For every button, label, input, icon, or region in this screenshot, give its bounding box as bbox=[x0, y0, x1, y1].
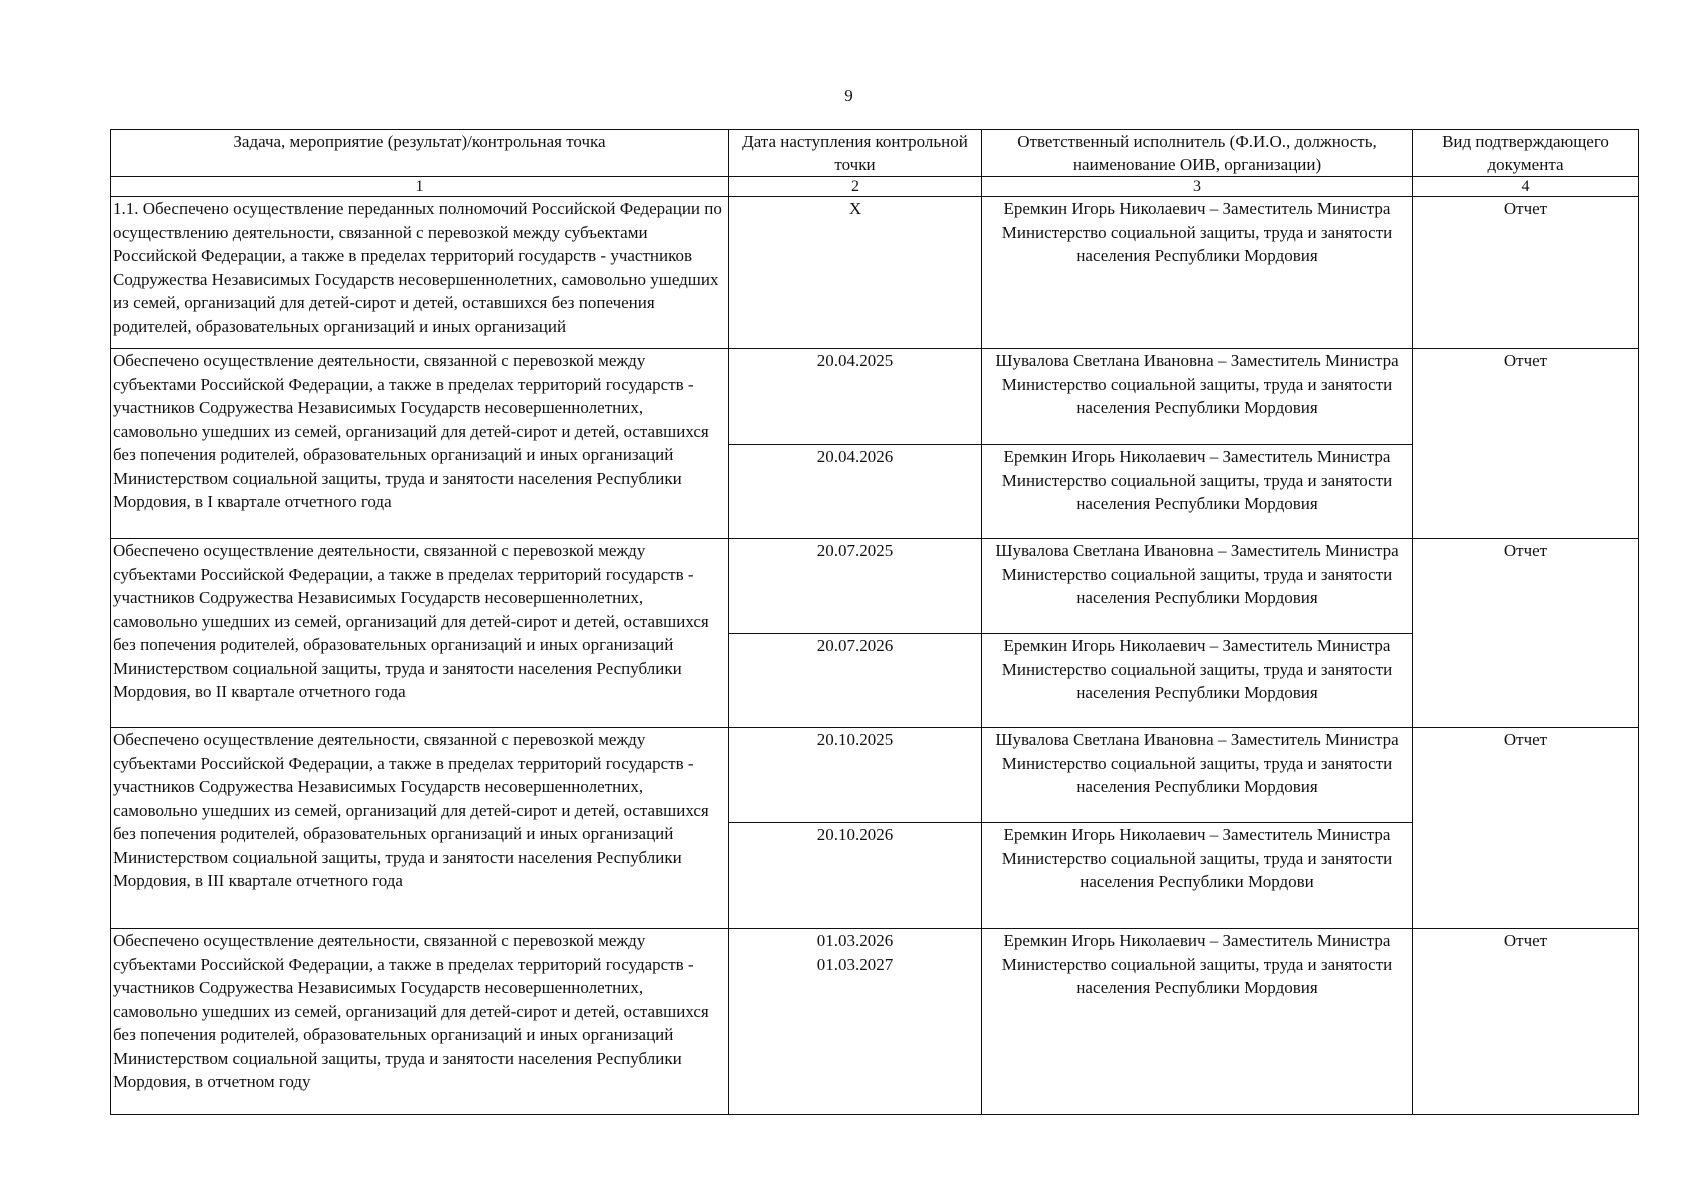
date-line: 01.03.2027 bbox=[816, 954, 894, 974]
column-number: 2 bbox=[729, 177, 982, 197]
task-cell: Обеспечено осуществление деятельности, связанной с перевозкой между субъектами Российской Федерации, а также в пределах территорий государств - участников Содружества Независимых Государств несовершеннолетних, самовольно ушедших из семей, организаций для детей-сирот и детей, оставшихся без попечения родителей, образовательных организаций и иных организаций Министерством социальной защиты, труда и занятости населения Республики Мордовия, в I квартале отчетного года bbox=[111, 349, 729, 539]
responsible-org: Министерство социальной защиты, труда и занятости населения Республики Мордовия bbox=[1001, 753, 1393, 796]
responsible-cell bbox=[982, 445, 1413, 539]
task-cell: 1.1. Обеспечено осуществление переданных полномочий Российской Федерации по осуществлению деятельности, связанной с перевозкой между субъектами Российской Федерации, а также в пределах территорий государств - участников Содружества Независимых Государств несовершеннолетних, самовольно ушедших из семей, организаций для детей-сирот и детей, оставшихся без попечения родителей, образовательных организаций и иных организаций bbox=[111, 197, 729, 349]
column-number: 4 bbox=[1413, 177, 1639, 197]
responsible-name: Еремкин Игорь Николаевич – Заместитель Министра bbox=[1003, 825, 1391, 844]
header-date: Дата наступления контрольной точки bbox=[729, 130, 982, 177]
task-cell: Обеспечено осуществление деятельности, связанной с перевозкой между субъектами Российской Федерации, а также в пределах территорий государств - участников Содружества Независимых Государств несовершеннолетних, самовольно ушедших из семей, организаций для детей-сирот и детей, оставшихся без попечения родителей, образовательных организаций и иных организаций Министерством социальной защиты, труда и занятости населения Республики Мордовия, в отчетном году bbox=[111, 929, 729, 1115]
responsible-cell bbox=[982, 349, 1413, 445]
control-points-table bbox=[110, 129, 1639, 1115]
responsible-cell bbox=[982, 539, 1413, 634]
responsible-cell bbox=[982, 929, 1413, 1115]
document-cell: Отчет bbox=[1413, 539, 1639, 728]
responsible-cell bbox=[982, 634, 1413, 728]
responsible-org: Министерство социальной защиты, труда и занятости населения Республики Мордовия bbox=[1001, 564, 1393, 607]
responsible-name: Еремкин Игорь Николаевич – Заместитель Министра bbox=[1003, 636, 1391, 655]
document-cell: Отчет bbox=[1413, 929, 1639, 1115]
table-row bbox=[111, 349, 1639, 445]
responsible-name: Еремкин Игорь Николаевич – Заместитель Министра bbox=[1003, 447, 1391, 466]
page-number: 9 bbox=[844, 86, 853, 105]
responsible-org: Министерство социальной защиты, труда и занятости населения Республики Мордовия bbox=[1001, 374, 1393, 417]
table-row bbox=[111, 197, 1639, 349]
date-cell: 20.07.2025 bbox=[729, 539, 982, 634]
responsible-org: Министерство социальной защиты, труда и занятости населения Республики Мордови bbox=[1001, 848, 1393, 891]
date-cell: 20.04.2026 bbox=[729, 445, 982, 539]
date-cell: X bbox=[729, 197, 982, 349]
column-number: 3 bbox=[982, 177, 1413, 197]
header-task: Задача, мероприятие (результат)/контрольная точка bbox=[111, 130, 729, 177]
responsible-name: Еремкин Игорь Николаевич – Заместитель Министра bbox=[1003, 931, 1391, 950]
date-cell: 20.04.2025 bbox=[729, 349, 982, 445]
date-cell: 20.10.2025 bbox=[729, 728, 982, 823]
column-number-row bbox=[111, 177, 1639, 197]
responsible-cell bbox=[982, 823, 1413, 929]
responsible-org: Министерство социальной защиты, труда и занятости населения Республики Мордовия bbox=[1001, 954, 1393, 997]
table-row bbox=[111, 539, 1639, 634]
date-cell bbox=[729, 929, 982, 1115]
responsible-name: Шувалова Светлана Ивановна – Заместитель Министра bbox=[995, 351, 1399, 370]
date-cell: 20.10.2026 bbox=[729, 823, 982, 929]
table-row bbox=[111, 728, 1639, 823]
document-cell: Отчет bbox=[1413, 197, 1639, 349]
responsible-name: Шувалова Светлана Ивановна – Заместитель Министра bbox=[995, 730, 1399, 749]
header-responsible: Ответственный исполнитель (Ф.И.О., должность, наименование ОИВ, организации) bbox=[982, 130, 1413, 177]
column-number: 1 bbox=[111, 177, 729, 197]
document-cell: Отчет bbox=[1413, 349, 1639, 539]
responsible-org: Министерство социальной защиты, труда и занятости населения Республики Мордовия bbox=[1001, 470, 1393, 513]
responsible-name: Еремкин Игорь Николаевич – Заместитель Министра bbox=[1003, 199, 1391, 218]
header-document: Вид подтверждающего документа bbox=[1413, 130, 1639, 177]
responsible-cell bbox=[982, 197, 1413, 349]
header-row bbox=[111, 130, 1639, 177]
date-cell: 20.07.2026 bbox=[729, 634, 982, 728]
responsible-cell bbox=[982, 728, 1413, 823]
responsible-org: Министерство социальной защиты, труда и занятости населения Республики Мордовия bbox=[1001, 222, 1393, 265]
task-cell: Обеспечено осуществление деятельности, связанной с перевозкой между субъектами Российской Федерации, а также в пределах территорий государств - участников Содружества Независимых Государств несовершеннолетних, самовольно ушедших из семей, организаций для детей-сирот и детей, оставшихся без попечения родителей, образовательных организаций и иных организаций Министерством социальной защиты, труда и занятости населения Республики Мордовия, в III квартале отчетного года bbox=[111, 728, 729, 929]
responsible-org: Министерство социальной защиты, труда и занятости населения Республики Мордовия bbox=[1001, 659, 1393, 702]
table-row bbox=[111, 929, 1639, 1115]
date-line: 01.03.2026 bbox=[816, 931, 894, 950]
task-cell: Обеспечено осуществление деятельности, связанной с перевозкой между субъектами Российской Федерации, а также в пределах территорий государств - участников Содружества Независимых Государств несовершеннолетних, самовольно ушедших из семей, организаций для детей-сирот и детей, оставшихся без попечения родителей, образовательных организаций и иных организаций Министерством социальной защиты, труда и занятости населения Республики Мордовия, во II квартале отчетного года bbox=[111, 539, 729, 728]
responsible-name: Шувалова Светлана Ивановна – Заместитель Министра bbox=[995, 541, 1399, 560]
document-cell: Отчет bbox=[1413, 728, 1639, 929]
